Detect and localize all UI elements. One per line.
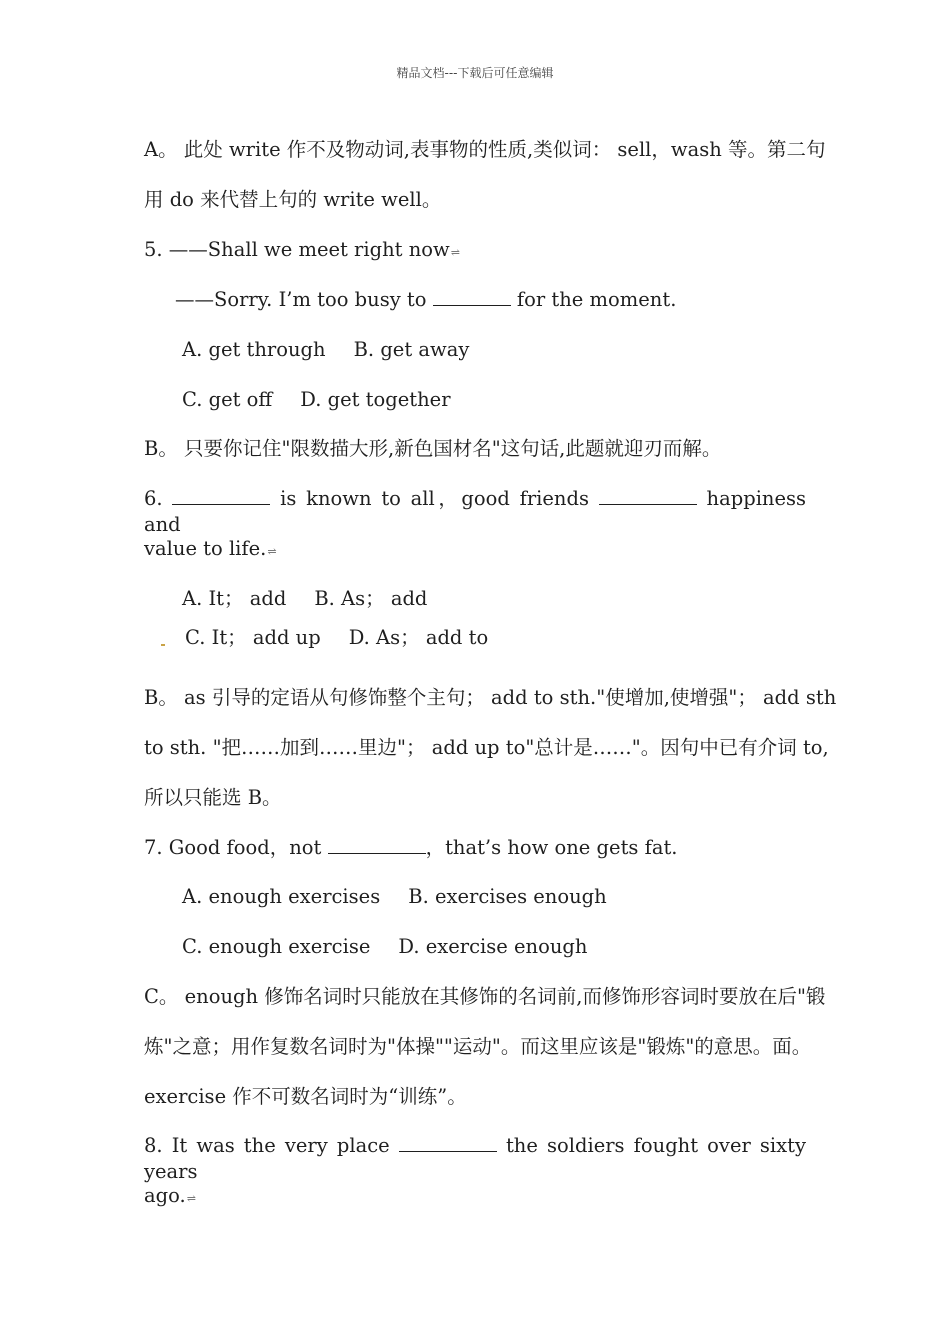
option-d: D. get together: [300, 388, 451, 411]
question-8-text: 8. It was the very place: [144, 1134, 390, 1157]
answer-blank: [599, 486, 697, 505]
question-8-text-end: the soldiers fought over sixty years: [144, 1134, 807, 1183]
option-a: A. get through: [182, 338, 326, 361]
question-5-line-1: [144, 237, 460, 266]
answer-blank: [433, 287, 511, 306]
question-5-options-cd: [182, 387, 451, 413]
option-b: B. As； add: [314, 587, 428, 610]
option-c: C. enough exercise: [182, 935, 371, 958]
question-7-text: 7. Good food，not: [144, 836, 322, 859]
question-8-line-1: [144, 1133, 806, 1185]
paragraph-mark-icon: ⇌: [267, 545, 277, 558]
answer-6-explanation-line-2: to sth. "把……加到……里边"； add up to"总计是……"。因句中已有介词 to,: [144, 736, 829, 759]
answer-6-explanation-line-3: 所以只能选 B。: [144, 786, 282, 809]
answer-5-explanation: B。 只要你记住"限数描大形,新色国材名"这句话,此题就迎刃而解。: [144, 437, 722, 460]
answer-4-explanation-line-2: 用 do 来代替上句的 write well。: [144, 188, 442, 211]
question-6-text-cont: value to life.: [144, 537, 267, 560]
paragraph-mark-icon: ⇌: [186, 1192, 196, 1205]
question-5-text: 5. ——Shall we meet right now: [144, 238, 450, 261]
question-5-reply-end: for the moment.: [516, 288, 677, 311]
question-7-line: [144, 835, 678, 861]
option-d: D. exercise enough: [398, 935, 588, 958]
option-a: A. It； add: [182, 587, 287, 610]
question-7-text-end: ，that’s how one gets fat.: [425, 836, 678, 859]
question-6-options-ab: [182, 586, 427, 612]
highlight-dot: [161, 644, 165, 646]
question-6-number: 6.: [144, 487, 163, 510]
answer-6-explanation-line-1: B。 as 引导的定语从句修饰整个主句； add to sth."使增加,使增强"； add sth: [144, 686, 837, 709]
question-5-line-2: [175, 287, 676, 313]
answer-7-explanation-line-3: exercise 作不可数名词时为“训练”。: [144, 1085, 467, 1108]
question-7-options-ab: [182, 884, 607, 910]
question-8-text-cont: ago.: [144, 1184, 186, 1207]
question-6-options-cd: [185, 625, 488, 651]
question-6-line-2: [144, 536, 277, 565]
option-b: B. exercises enough: [408, 885, 607, 908]
answer-blank: [172, 486, 270, 505]
question-7-options-cd: [182, 934, 587, 960]
answer-blank: [399, 1133, 497, 1152]
question-5-options-ab: [182, 337, 469, 363]
option-d: D. As； add to: [348, 626, 489, 649]
answer-blank: [328, 835, 426, 854]
question-6-text-end: happiness and: [144, 487, 807, 536]
answer-7-explanation-line-1: C。 enough 修饰名词时只能放在其修饰的名词前,而修饰形容词时要放在后"锻: [144, 985, 826, 1008]
option-a: A. enough exercises: [182, 885, 381, 908]
answer-4-explanation-line-1: A。 此处 write 作不及物动词,表事物的性质,类似词： sell，wash 等。第二句: [144, 138, 826, 161]
option-c: C. get off: [182, 388, 273, 411]
question-6-text: is known to all，good friends: [280, 487, 589, 510]
option-c: C. It； add up: [185, 626, 321, 649]
question-8-line-2: [144, 1183, 196, 1212]
page-header: 精品文档---下载后可任意编辑: [396, 66, 554, 80]
option-b: B. get away: [353, 338, 470, 361]
paragraph-mark-icon: ⇌: [450, 246, 460, 259]
question-6-line-1: [144, 486, 806, 538]
question-5-reply: ——Sorry. I’m too busy to: [175, 288, 427, 311]
answer-7-explanation-line-2: 炼"之意；用作复数名词时为"体操""运动"。而这里应该是"锻炼"的意思。面。: [144, 1035, 812, 1058]
